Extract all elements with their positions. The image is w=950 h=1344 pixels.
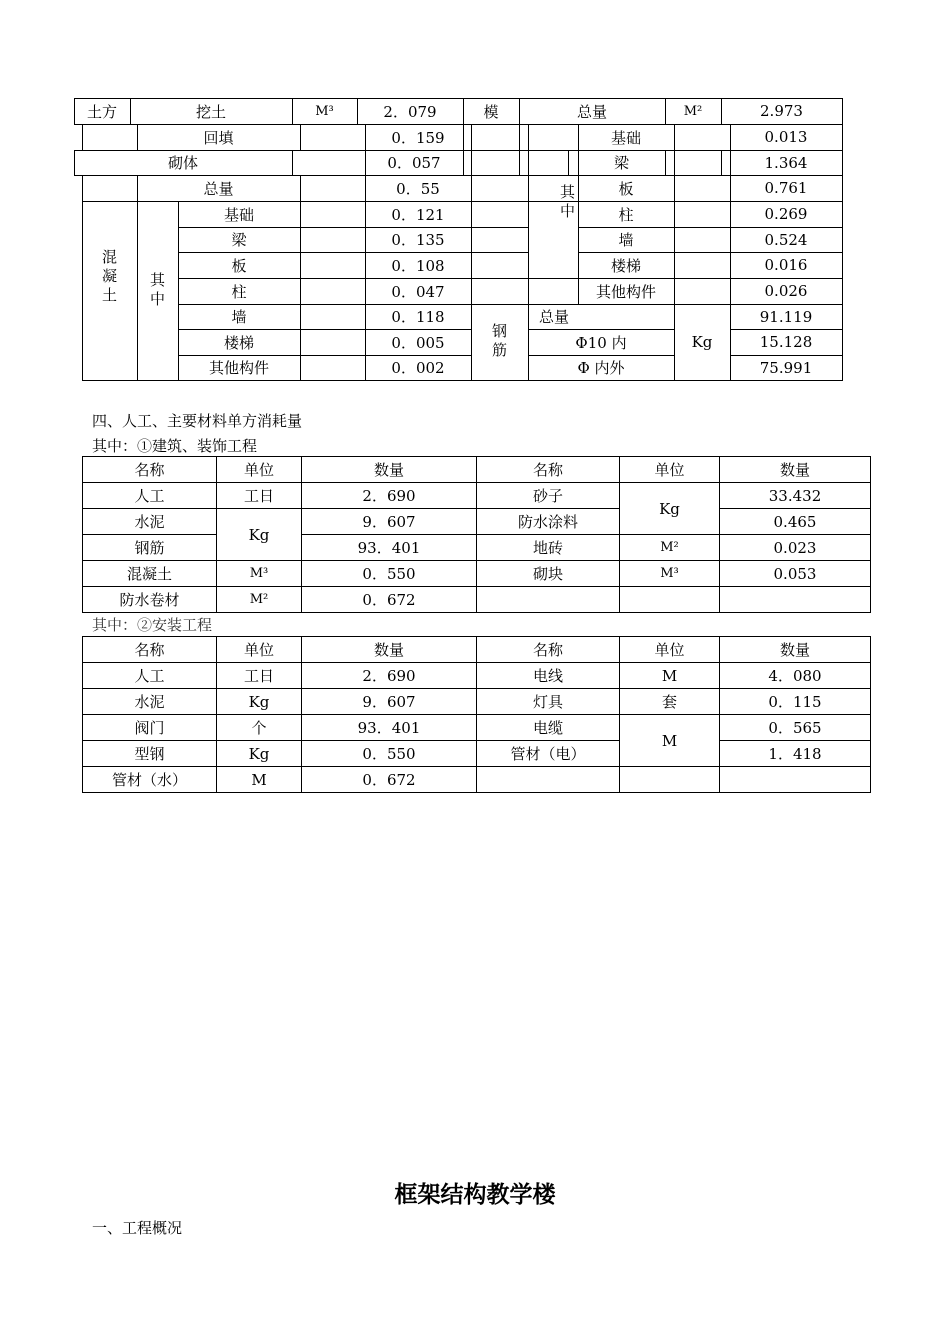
earthwork-label: 土方 xyxy=(86,102,117,121)
formwork-item-name: 基础 xyxy=(610,128,641,147)
material-name: 人工 xyxy=(83,483,217,509)
material-qty: 0.053 xyxy=(720,561,871,587)
table-row xyxy=(83,715,871,741)
material-qty: 0．550 xyxy=(302,741,477,767)
table-row xyxy=(83,663,871,689)
section1-heading: 一、工程概况 xyxy=(92,1219,183,1237)
formwork-label: 模 xyxy=(483,102,499,121)
section4-subheading-installation: 其中：②安装工程 xyxy=(92,616,213,634)
material-name: 砌块 xyxy=(477,561,620,587)
section4-heading: 四、人工、主要材料单方消耗量 xyxy=(92,412,303,430)
material-qty: 0.465 xyxy=(720,509,871,535)
column-header: 名称 xyxy=(83,637,217,663)
column-header: 数量 xyxy=(302,457,477,483)
table-header-row xyxy=(83,637,871,663)
formwork-item-name: 梁 xyxy=(613,154,629,172)
material-qty: 93．401 xyxy=(302,715,477,741)
steel-unit: Kg xyxy=(691,333,713,351)
material-name: 灯具 xyxy=(477,689,620,715)
concrete-item-name: 其他构件 xyxy=(208,359,269,377)
column-header: 单位 xyxy=(217,457,302,483)
material-unit: M² xyxy=(620,535,720,561)
material-unit: M xyxy=(620,663,720,689)
material-unit: Kg xyxy=(217,689,302,715)
material-qty: 2．690 xyxy=(302,663,477,689)
excavation-value: 2．079 xyxy=(383,102,437,121)
table-row xyxy=(83,483,871,509)
concrete-item-value: 0．108 xyxy=(391,256,445,275)
formwork-item-value: 0.269 xyxy=(764,205,808,223)
material-name: 防水涂料 xyxy=(477,509,620,535)
column-header: 数量 xyxy=(302,637,477,663)
column-header: 单位 xyxy=(620,457,720,483)
material-qty: 33.432 xyxy=(720,483,871,509)
material-name: 水泥 xyxy=(83,509,217,535)
material-qty: 0．672 xyxy=(302,587,477,613)
material-qty: 0．565 xyxy=(720,715,871,741)
table-row xyxy=(83,767,871,793)
steel-label: 钢筋 xyxy=(490,323,508,361)
material-qty: 4．080 xyxy=(720,663,871,689)
formwork-item-value: 0.761 xyxy=(764,179,808,197)
material-name: 电线 xyxy=(477,663,620,689)
material-name: 管材（水） xyxy=(83,767,217,793)
concrete-item-name: 基础 xyxy=(223,205,254,224)
concrete-item-name: 柱 xyxy=(231,282,247,301)
column-header: 数量 xyxy=(720,637,871,663)
formwork-total-value: 2.973 xyxy=(760,102,803,120)
empty-cell xyxy=(620,767,720,793)
column-header: 单位 xyxy=(620,637,720,663)
concrete-item-value: 0．005 xyxy=(391,333,445,352)
concrete-among-label: 其中 xyxy=(148,271,166,310)
formwork-item-name: 墙 xyxy=(618,231,634,249)
material-unit: M xyxy=(217,767,302,793)
material-name: 砂子 xyxy=(477,483,620,509)
formwork-item-value: 0.524 xyxy=(764,230,808,249)
table-row xyxy=(83,561,871,587)
material-name: 钢筋 xyxy=(83,535,217,561)
steel-total-label: 总量 xyxy=(538,308,569,326)
material-qty: 0．672 xyxy=(302,767,477,793)
concrete-label: 混凝土 xyxy=(100,249,118,306)
material-qty: 0.023 xyxy=(720,535,871,561)
material-unit: 个 xyxy=(217,715,302,741)
steel-phi-out-value: 75.991 xyxy=(759,358,813,377)
material-name: 地砖 xyxy=(477,535,620,561)
material-name: 水泥 xyxy=(83,689,217,715)
material-unit: 工日 xyxy=(217,483,302,509)
column-header: 名称 xyxy=(83,457,217,483)
column-header: 单位 xyxy=(217,637,302,663)
material-name: 管材（电） xyxy=(477,741,620,767)
page-title: 框架结构教学楼 xyxy=(394,1181,556,1208)
backfill-label: 回填 xyxy=(203,128,234,147)
formwork-item-name: 其他构件 xyxy=(595,282,656,301)
material-name: 型钢 xyxy=(83,741,217,767)
steel-total-value: 91.119 xyxy=(759,307,813,326)
material-qty: 1．418 xyxy=(720,741,871,767)
material-name: 阀门 xyxy=(83,715,217,741)
concrete-total-label: 总量 xyxy=(203,179,234,198)
formwork-item-value: 0.016 xyxy=(764,256,808,274)
material-name: 防水卷材 xyxy=(83,587,217,613)
steel-phi10-in-value: 15.128 xyxy=(759,333,813,351)
table-row xyxy=(83,509,871,535)
material-qty: 0．550 xyxy=(302,561,477,587)
concrete-item-value: 0．121 xyxy=(391,205,445,224)
column-header: 数量 xyxy=(720,457,871,483)
material-unit: M² xyxy=(217,587,302,613)
empty-cell xyxy=(720,587,871,613)
material-unit: Kg xyxy=(217,509,302,561)
formwork-item-value: 1.364 xyxy=(764,153,808,172)
concrete-total-value: 0．55 xyxy=(396,179,440,198)
steel-phi-out-label: Φ 内外 xyxy=(577,359,625,377)
material-qty: 93．401 xyxy=(302,535,477,561)
concrete-item-value: 0．047 xyxy=(391,282,445,301)
steel-phi10-in-label: Φ10 内 xyxy=(575,333,627,352)
material-unit: M³ xyxy=(217,561,302,587)
formwork-item-name: 楼梯 xyxy=(610,256,641,275)
column-header: 名称 xyxy=(477,457,620,483)
section4-subheading-building: 其中：①建筑、装饰工程 xyxy=(92,437,258,455)
material-unit: M xyxy=(620,715,720,767)
formwork-item-name: 板 xyxy=(618,179,634,198)
formwork-among-label: 其中 xyxy=(558,183,576,222)
column-header: 名称 xyxy=(477,637,620,663)
empty-cell xyxy=(477,587,620,613)
material-unit: 工日 xyxy=(217,663,302,689)
formwork-item-name: 柱 xyxy=(618,205,634,224)
installation-materials-table xyxy=(82,636,871,793)
table-header-row xyxy=(83,457,871,483)
material-name: 混凝土 xyxy=(83,561,217,587)
material-name: 电缆 xyxy=(477,715,620,741)
excavation-unit: M³ xyxy=(315,103,334,119)
material-unit: Kg xyxy=(620,483,720,535)
concrete-item-value: 0．135 xyxy=(391,231,445,249)
table-row xyxy=(83,689,871,715)
material-unit: M³ xyxy=(620,561,720,587)
table-row xyxy=(83,535,871,561)
material-qty: 0．115 xyxy=(720,689,871,715)
material-name: 人工 xyxy=(83,663,217,689)
material-qty: 9．607 xyxy=(302,689,477,715)
excavation-label: 挖土 xyxy=(195,102,226,121)
concrete-item-name: 楼梯 xyxy=(223,333,254,352)
empty-cell xyxy=(477,767,620,793)
material-unit: Kg xyxy=(217,741,302,767)
table-row xyxy=(83,741,871,767)
backfill-value: 0．159 xyxy=(391,128,445,147)
material-unit: 套 xyxy=(620,689,720,715)
concrete-item-name: 梁 xyxy=(231,231,247,249)
concrete-item-value: 0．118 xyxy=(391,308,445,326)
material-qty: 9．607 xyxy=(302,509,477,535)
formwork-total-label: 总量 xyxy=(576,102,607,121)
formwork-item-value: 0.013 xyxy=(764,128,808,146)
material-qty: 2．690 xyxy=(302,483,477,509)
empty-cell xyxy=(720,767,871,793)
concrete-item-name: 板 xyxy=(231,256,247,275)
formwork-item-value: 0.026 xyxy=(764,282,808,300)
formwork-unit: M² xyxy=(683,103,703,119)
table-row xyxy=(83,587,871,613)
concrete-item-name: 墙 xyxy=(231,308,247,326)
masonry-value: 0．057 xyxy=(387,154,441,172)
building-materials-table xyxy=(82,456,871,613)
concrete-item-value: 0．002 xyxy=(391,359,445,377)
masonry-label: 砌体 xyxy=(167,154,198,172)
empty-cell xyxy=(620,587,720,613)
